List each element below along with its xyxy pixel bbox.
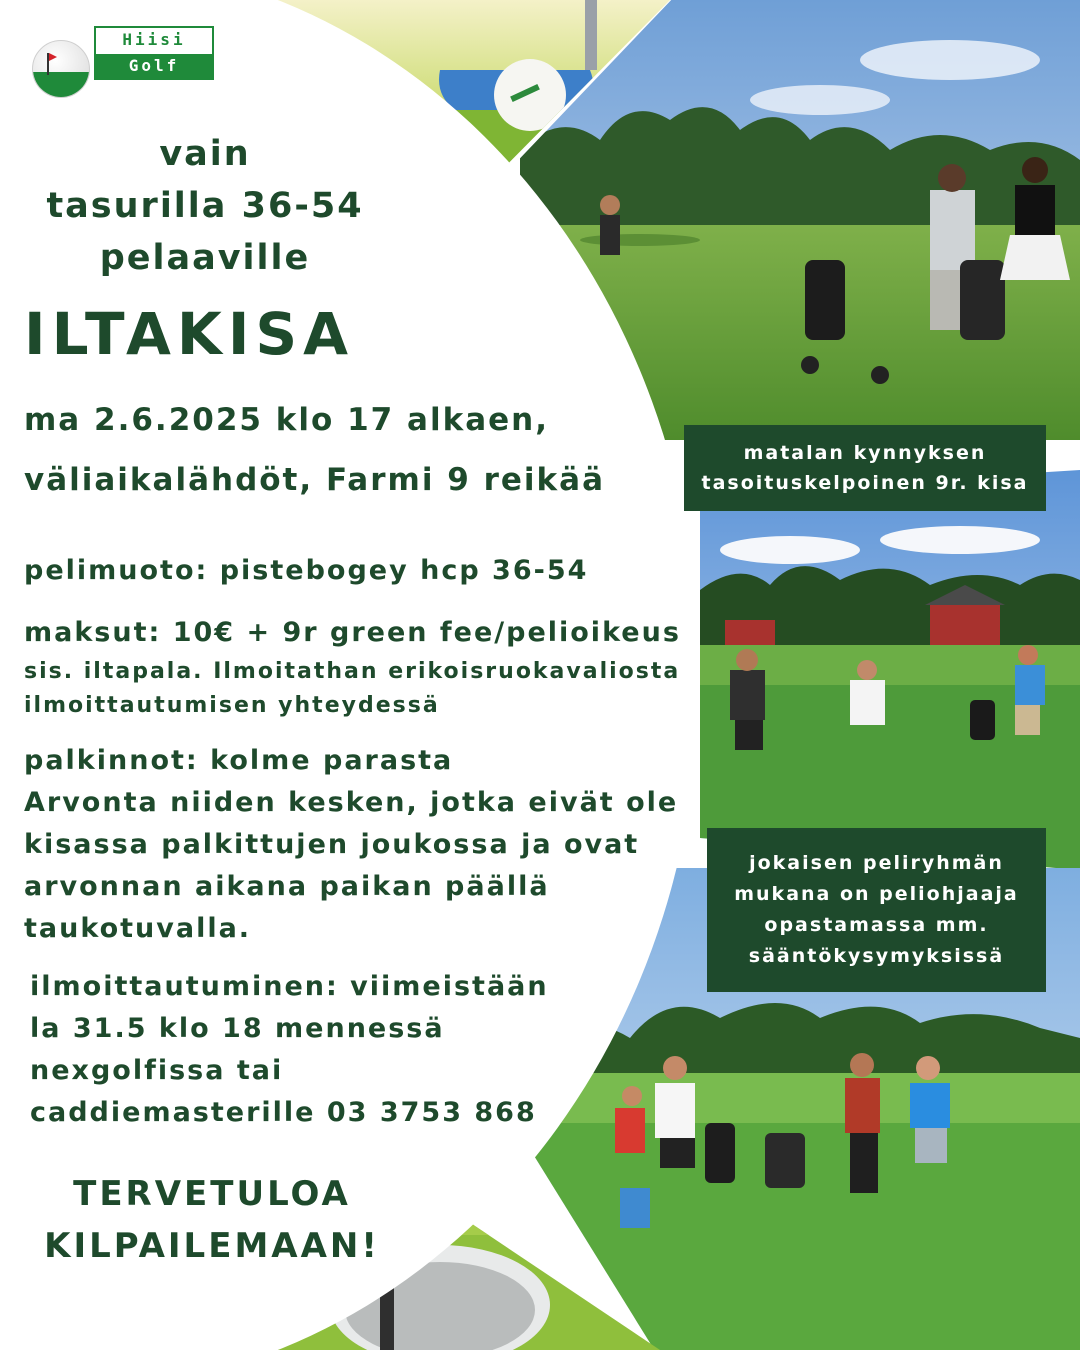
- event-title: ILTAKISA: [24, 300, 355, 368]
- date-line-1: ma 2.6.2025 klo 17 alkaen,: [24, 402, 549, 438]
- event-date: [24, 390, 605, 510]
- intro-text: [0, 128, 410, 284]
- intro-line-1: vain: [159, 134, 251, 174]
- intro-line-3: pelaaville: [99, 238, 311, 278]
- logo-wordmark: [94, 26, 214, 80]
- logo-bottom-text: Golf: [96, 54, 212, 78]
- prizes-line-5: taukotuvalla.: [24, 913, 252, 944]
- logo-top-text: Hiisi: [96, 28, 212, 52]
- callout-2-line-2: mukana on peliohjaaja: [734, 883, 1019, 905]
- prizes-line-1: palkinnot: kolme parasta: [24, 745, 454, 776]
- golf-ball-flag-icon: [32, 40, 90, 98]
- callout-1-line-2: tasoituskelpoinen 9r. kisa: [701, 472, 1029, 494]
- welcome-line-1: TERVETULOA: [73, 1174, 351, 1214]
- date-line-2: väliaikalähdöt, Farmi 9 reikää: [24, 462, 605, 498]
- registration-line-3: nexgolfissa tai: [30, 1055, 284, 1086]
- registration-line-2: la 31.5 klo 18 mennessä: [30, 1013, 445, 1044]
- welcome-text: [0, 1168, 424, 1272]
- fees-line-3: ilmoittautumisen yhteydessä: [24, 693, 440, 718]
- callout-2-line-3: opastamassa mm.: [764, 914, 989, 936]
- golfers-photo-2: [700, 470, 1080, 870]
- prizes-line-2: Arvonta niiden kesken, jotka eivät ole: [24, 787, 679, 818]
- callout-2-line-1: jokaisen peliryhmän: [749, 852, 1004, 874]
- intro-line-2: tasurilla 36-54: [46, 186, 364, 226]
- registration-text: [30, 966, 549, 1134]
- prizes-text: [24, 740, 678, 950]
- callout-2-line-4: sääntökysymyksissä: [748, 945, 1005, 967]
- callout-1-line-1: matalan kynnyksen: [743, 442, 987, 464]
- callout-game-guide: [707, 828, 1046, 992]
- fees-line-1: maksut: 10€ + 9r green fee/pelioikeus: [24, 617, 681, 648]
- welcome-line-2: KILPAILEMAAN!: [44, 1226, 380, 1266]
- game-format: pelimuoto: pistebogey hcp 36-54: [24, 555, 589, 586]
- prizes-line-4: arvonnan aikana paikan päällä: [24, 871, 550, 902]
- callout-low-threshold: [684, 425, 1046, 511]
- registration-line-1: ilmoittautuminen: viimeistään: [30, 971, 549, 1002]
- fees-line-2: sis. iltapala. Ilmoitathan erikoisruokavaliosta: [24, 659, 681, 684]
- hiisi-golf-logo: [30, 26, 220, 98]
- registration-line-4: caddiemasterille 03 3753 868: [30, 1097, 537, 1128]
- prizes-line-3: kisassa palkittujen joukossa ja ovat: [24, 829, 640, 860]
